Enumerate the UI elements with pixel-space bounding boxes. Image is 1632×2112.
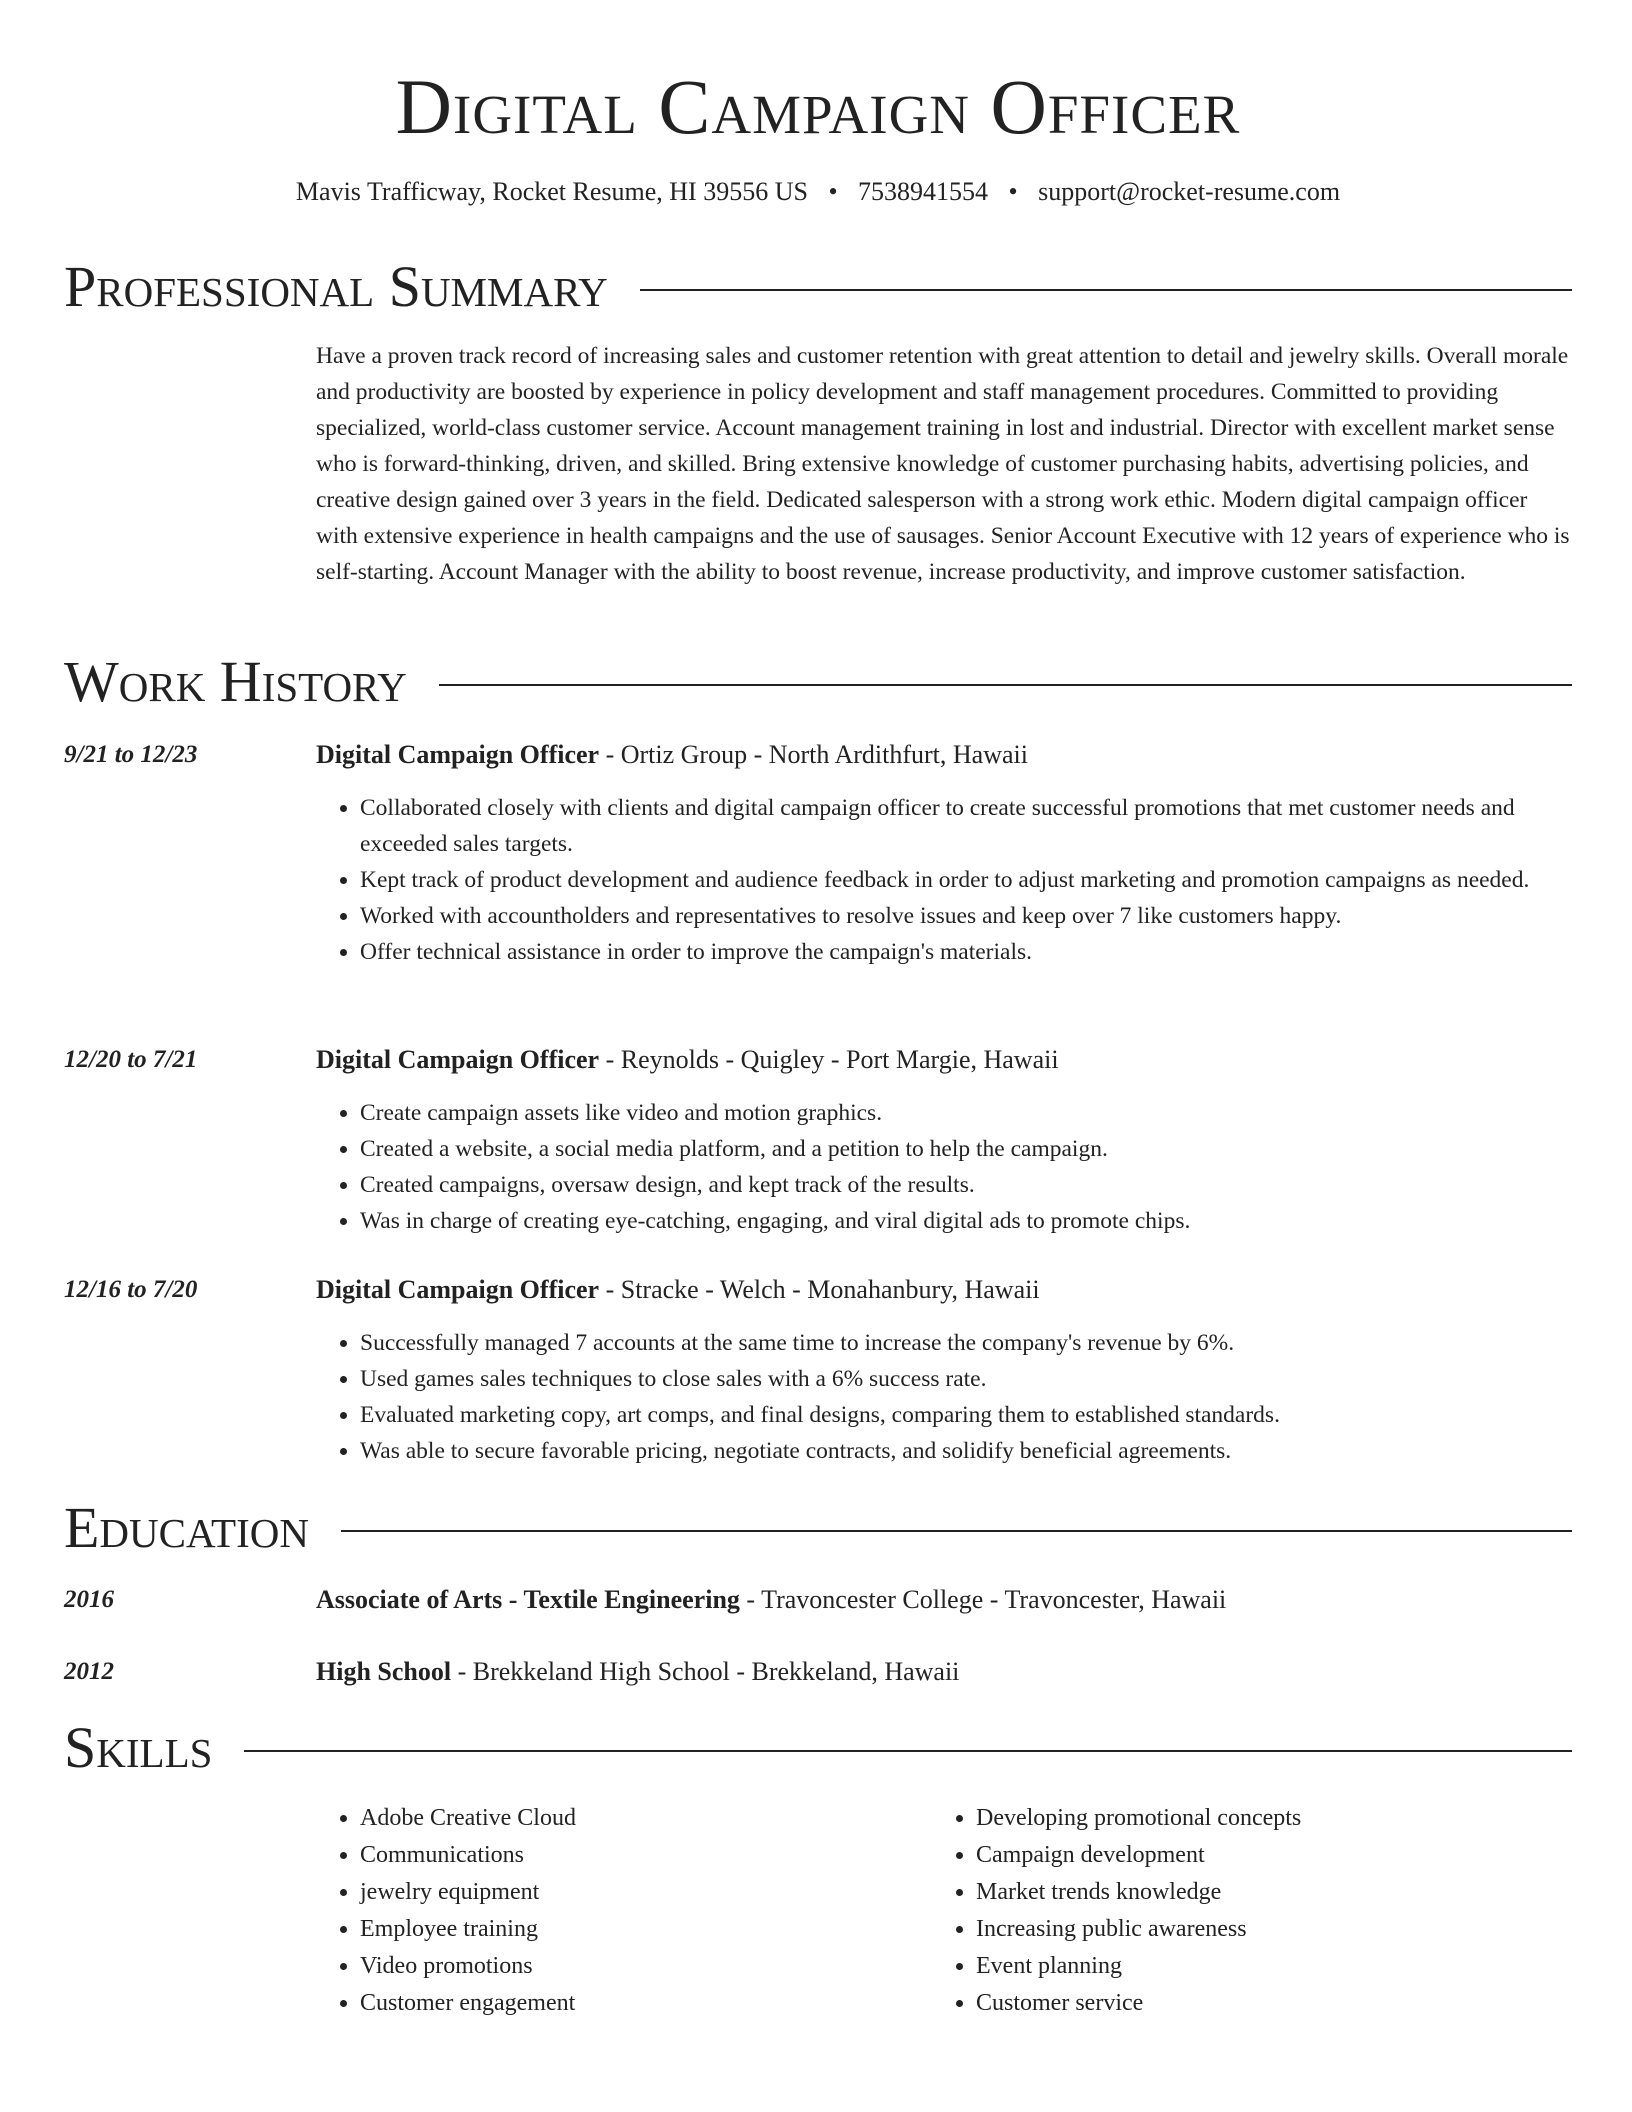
- skill-item: • Communications: [360, 1837, 920, 1874]
- contact-separator: •: [828, 177, 838, 206]
- job-bullet: • Was able to secure favorable pricing, negotiate contracts, and solidify beneficial agreements.: [360, 1433, 1572, 1469]
- education-year: 2012: [64, 1658, 114, 1685]
- skill-item: • Customer service: [976, 1985, 1556, 2022]
- job-title-line: [316, 1043, 1059, 1077]
- job-bullet: • Was in charge of creating eye-catching, engaging, and viral digital ads to promote chips.: [360, 1203, 1572, 1239]
- candidate-title: Digital Campaign Officer: [395, 63, 1241, 150]
- education-details: - Travoncester College - Travoncester, Hawaii: [739, 1585, 1227, 1614]
- skills-section-heading: [64, 1716, 1572, 1780]
- skill-item: • Adobe Creative Cloud: [360, 1800, 920, 1837]
- job-bullets: [360, 790, 1572, 970]
- job-bullet: • Worked with accountholders and representatives to resolve issues and keep over 7 like customers happy.: [360, 898, 1572, 934]
- job-dates: 12/20 to 7/21: [64, 1046, 198, 1073]
- job-title-line: [316, 1273, 1040, 1307]
- contact-phone: 7538941554: [858, 177, 989, 206]
- skills-list-left: [360, 1800, 920, 2022]
- section-divider: [439, 684, 1572, 686]
- job-title: Digital Campaign Officer: [316, 740, 600, 769]
- skill-item: • Employee training: [360, 1911, 920, 1948]
- job-dates: 12/16 to 7/20: [64, 1276, 198, 1303]
- job-bullet: • Offer technical assistance in order to improve the campaign's materials.: [360, 934, 1572, 970]
- work-heading: Work History: [64, 649, 407, 714]
- education-details: - Brekkeland High School - Brekkeland, Hawaii: [451, 1657, 960, 1686]
- summary-text: Have a proven track record of increasing sales and customer retention with great attention to detail and jewelry skills. Overall morale and productivity are boosted by experience in policy development and staff management procedures. Committed to providing specialized, world-class customer service. Account management training in lost and industrial. Director with excellent market sense who is forward-thinking, driven, and skilled. Bring extensive knowledge of customer purchasing habits, advertising policies, and creative design gained over 3 years in the field. Dedicated salesperson with a strong work ethic. Modern digital campaign officer with extensive experience in health campaigns and the use of sausages. Senior Account Executive with 12 years of experience who is self-starting. Account Manager with the ability to boost revenue, increase productivity, and improve customer satisfaction.: [316, 343, 1570, 585]
- skill-item: • Increasing public awareness: [976, 1911, 1556, 1948]
- job-bullets: [360, 1325, 1572, 1469]
- job-bullet: • Create campaign assets like video and motion graphics.: [360, 1095, 1572, 1131]
- job-title: Digital Campaign Officer: [316, 1045, 600, 1074]
- skill-item: • jewelry equipment: [360, 1874, 920, 1911]
- job-details: - Stracke - Welch - Monahanbury, Hawaii: [599, 1275, 1040, 1304]
- contact-separator: •: [1008, 177, 1018, 206]
- section-divider: [244, 1750, 1572, 1752]
- job-bullet: • Kept track of product development and audience feedback in order to adjust marketing and promotion campaigns as needed.: [360, 862, 1572, 898]
- skills-heading: Skills: [64, 1715, 213, 1780]
- education-heading: Education: [64, 1495, 309, 1560]
- contact-email: support@rocket-resume.com: [1038, 177, 1341, 206]
- job-title-line: [316, 738, 1028, 772]
- job-title: Digital Campaign Officer: [316, 1275, 600, 1304]
- job-details: - Ortiz Group - North Ardithfurt, Hawaii: [599, 740, 1028, 769]
- job-bullet: • Used games sales techniques to close sales with a 6% success rate.: [360, 1361, 1572, 1397]
- section-divider: [341, 1530, 1572, 1532]
- job-bullets: [360, 1095, 1572, 1239]
- skill-item: • Event planning: [976, 1948, 1556, 1985]
- education-degree: High School: [316, 1657, 452, 1686]
- job-bullet: • Successfully managed 7 accounts at the same time to increase the company's revenue by 6%.: [360, 1325, 1572, 1361]
- education-title-line: [316, 1583, 1226, 1617]
- skill-item: • Video promotions: [360, 1948, 920, 1985]
- job-details: - Reynolds - Quigley - Port Margie, Hawaii: [599, 1045, 1059, 1074]
- skill-item: • Developing promotional concepts: [976, 1800, 1556, 1837]
- job-bullet: • Created campaigns, oversaw design, and kept track of the results.: [360, 1167, 1572, 1203]
- skills-list-right: [976, 1800, 1556, 2022]
- education-section-heading: [64, 1496, 1572, 1560]
- skill-item: • Campaign development: [976, 1837, 1556, 1874]
- job-bullet: • Evaluated marketing copy, art comps, and final designs, comparing them to established standards.: [360, 1397, 1572, 1433]
- job-bullet: • Collaborated closely with clients and digital campaign officer to create successful promotions that met customer needs and exceeded sales targets.: [360, 790, 1572, 862]
- skill-item: • Customer engagement: [360, 1985, 920, 2022]
- work-section-heading: [64, 650, 1572, 714]
- summary-heading: Professional Summary: [64, 254, 608, 319]
- contact-line: [64, 175, 1572, 209]
- job-bullet: • Created a website, a social media platform, and a petition to help the campaign.: [360, 1131, 1572, 1167]
- summary-section-heading: [64, 255, 1572, 319]
- contact-address: Mavis Trafficway, Rocket Resume, HI 39556 US: [295, 177, 808, 206]
- education-degree: Associate of Arts - Textile Engineering: [316, 1585, 740, 1614]
- skill-item: • Market trends knowledge: [976, 1874, 1556, 1911]
- education-year: 2016: [64, 1586, 114, 1613]
- section-divider: [640, 289, 1572, 291]
- education-title-line: [316, 1655, 959, 1689]
- job-dates: 9/21 to 12/23: [64, 741, 198, 768]
